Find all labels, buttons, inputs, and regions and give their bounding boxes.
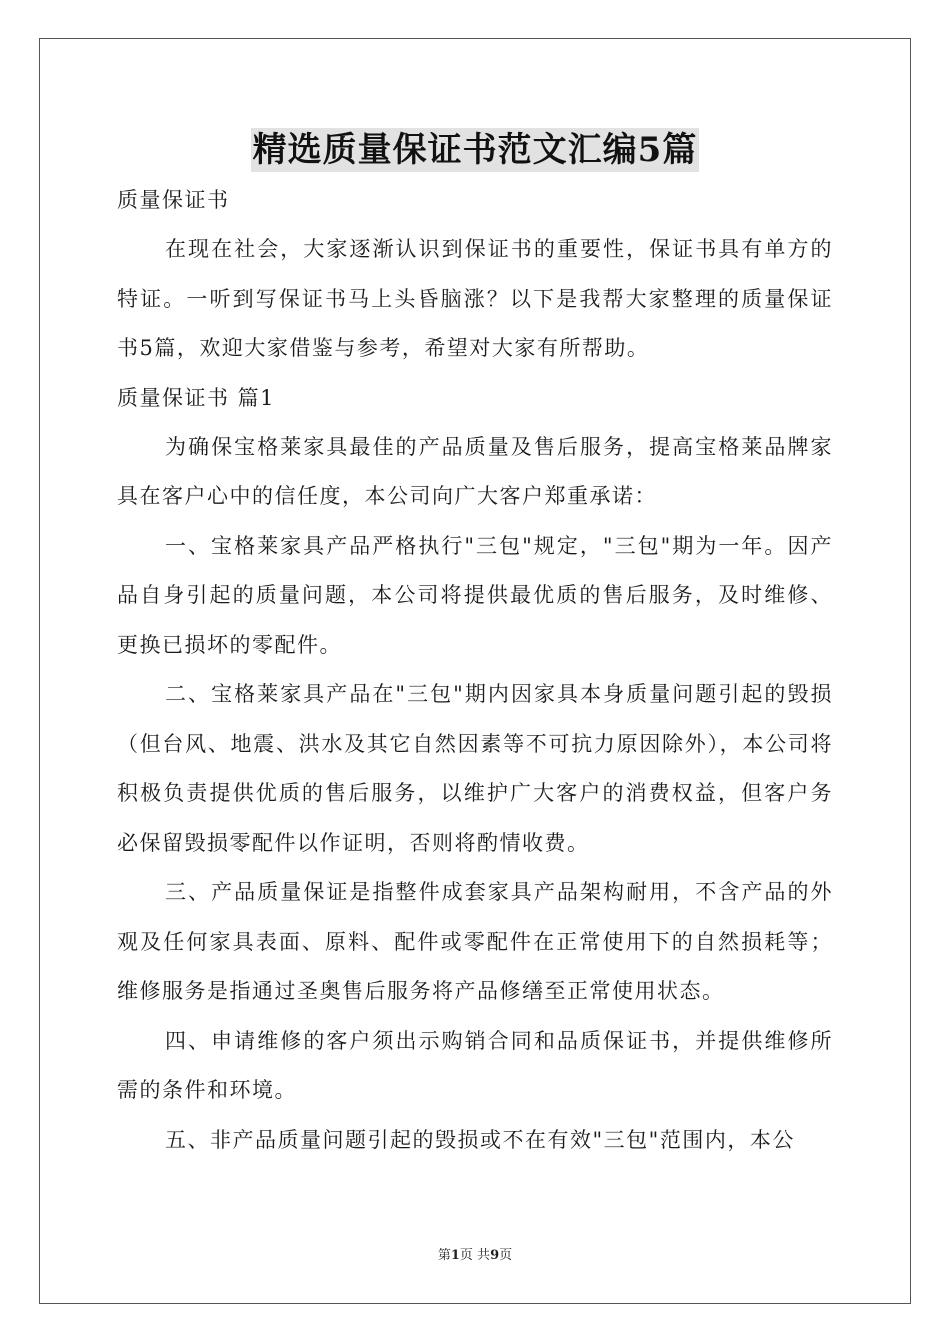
page-suffix: 页 [499,1248,513,1263]
page-prefix: 第 [437,1248,451,1263]
body-paragraph: 为确保宝格莱家具最佳的产品质量及售后服务，提高宝格莱品牌家具在客户心中的信任度，本公司向广大客户郑重承诺： [117,434,833,508]
section-heading: 质量保证书 篇1 [117,385,276,410]
body-paragraph: 二、宝格莱家具产品在"三包"期内因家具本身质量问题引起的毁损（但台风、地震、洪水及其它自然因素等不可抗力原因除外），本公司将积极负责提供优质的售后服务，以维护广大客户的消费权益，但客户务必保留毁损零配件以作证明，否则将酌情收费。 [117,682,833,855]
body-paragraph: 五、非产品质量问题引起的毁损或不在有效"三包"范围内，本公 [165,1127,795,1152]
body-paragraph: 四、申请维修的客户须出示购销合同和品质保证书，并提供维修所需的条件和环境。 [117,1028,833,1102]
page-footer [0,1244,950,1263]
page-number: 1 [450,1248,460,1263]
page-mid: 页 共 [459,1248,491,1263]
page-total: 9 [490,1248,500,1263]
body-paragraph: 三、产品质量保证是指整件成套家具产品架构耐用，不含产品的外观及任何家具表面、原料、配件或零配件在正常使用下的自然损耗等；维修服务是指通过圣奥售后服务将产品修缮至正常使用状态。 [117,880,833,1003]
intro-paragraph: 在现在社会，大家逐渐认识到保证书的重要性，保证书具有单方的特证。一听到写保证书马上头昏脑涨？以下是我帮大家整理的质量保证书5篇，欢迎大家借鉴与参考，希望对大家有所帮助。 [117,237,833,360]
document-body [117,176,833,1165]
document-title-wrap [0,128,950,172]
document-heading: 质量保证书 [117,188,230,212]
document-title: 精选质量保证书范文汇编5篇 [252,130,698,170]
body-paragraph: 一、宝格莱家具产品严格执行"三包"规定，"三包"期为一年。因产品自身引起的质量问题，本公司将提供最优质的售后服务，及时维修、更换已损坏的零配件。 [117,533,833,657]
